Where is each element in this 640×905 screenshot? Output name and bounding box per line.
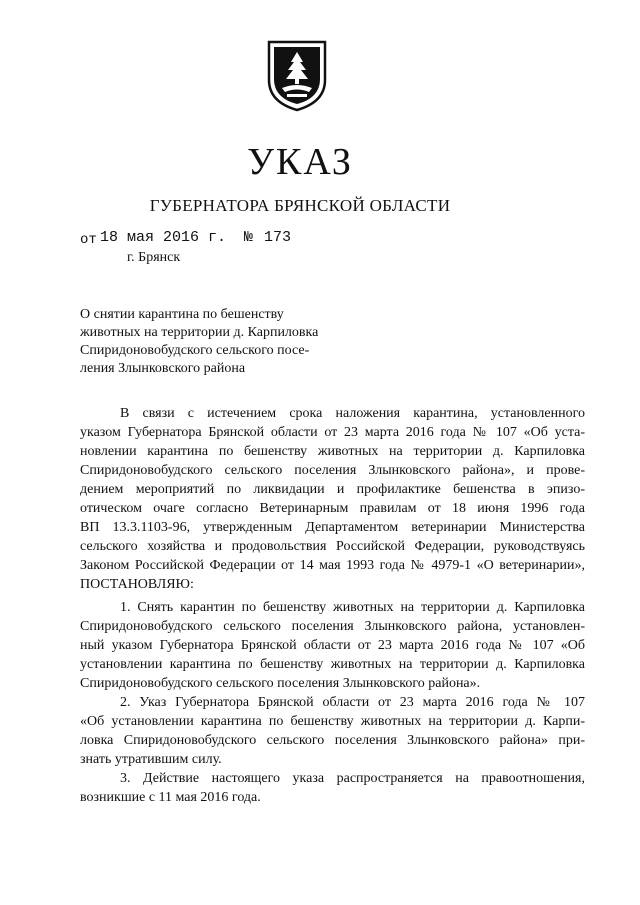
text-line: ный указом Губернатора Брянской области от 23 марта 2016 года № 107 «Об	[80, 638, 585, 653]
text-line: 2. Указ Губернатора Брянской области от 23 марта 2016 года № 107	[120, 695, 585, 710]
document-place: г. Брянск	[127, 250, 181, 265]
document-subtitle: ГУБЕРНАТОРА БРЯНСКОЙ ОБЛАСТИ	[149, 196, 451, 215]
item-3-paragraph	[80, 769, 585, 807]
subject-line: Спиридоновобудского сельского посе-	[80, 343, 310, 358]
text-line: Законом Российской Федерации от 14 мая 1993 года № 4979-1 «О ветеринарии»,	[80, 558, 585, 573]
text-line: В связи с истечением срока наложения карантина, установленного	[120, 406, 585, 421]
text-line: ловка Спиридоновобудского сельского поселения Злынковского района» при-	[80, 733, 585, 748]
text-line: новлении карантина по бешенству животных на территории д. Карпиловка	[80, 444, 585, 459]
text-line: возникшие с 11 мая 2016 года.	[80, 790, 261, 805]
subject-line: О снятии карантина по бешенству	[80, 307, 284, 322]
text-line: Спиридоновобудского сельского поселения Злынковского района, установлен-	[80, 619, 585, 634]
subject-line: животных на территории д. Карпиловка	[80, 325, 319, 340]
text-line: «Об установлении карантина по бешенству животных на территории д. Карпи-	[80, 714, 585, 729]
text-line: Спиридоновобудского сельского поселения Злынковского района».	[80, 676, 481, 691]
preamble-paragraph	[80, 404, 585, 594]
text-line: отическом очаге согласно Ветеринарным правилам от 18 июня 1996 года	[80, 501, 585, 516]
text-line: указом Губернатора Брянской области от 23 марта 2016 года № 107 «Об уста-	[80, 425, 585, 440]
text-line: сельского хозяйства и продовольствия Российской Федерации, руководствуясь	[80, 539, 585, 554]
number-prefix: №	[244, 229, 254, 246]
text-line: Спиридоновобудского сельского поселения Злынковского района», и прове-	[80, 463, 585, 478]
text-line: 3. Действие настоящего указа распространяется на правоотношения,	[120, 771, 585, 786]
text-line: ПОСТАНОВЛЯЮ:	[80, 577, 194, 592]
document-number: 173	[264, 229, 292, 246]
coat-of-arms-icon	[265, 38, 329, 112]
text-line: установлении карантина по бешенству животных на территории д. Карпиловка	[80, 657, 585, 672]
text-line: 1. Снять карантин по бешенству животных на территории д. Карпиловка	[120, 600, 585, 615]
text-line: дением мероприятий по ликвидации и профилактике бешенства в эпизо-	[80, 482, 585, 497]
document-title: УКАЗ	[247, 141, 353, 183]
text-line: знать утратившим силу.	[80, 752, 222, 767]
item-2-paragraph	[80, 693, 585, 769]
subject-line: ления Злынковского района	[80, 361, 246, 376]
date-prefix: от	[80, 232, 97, 248]
document-date: 18 мая 2016 г.	[100, 229, 227, 246]
text-line: ВП 13.3.1103-96, утвержденным Департаментом ветеринарии Министерства	[80, 520, 585, 535]
item-1-paragraph	[80, 598, 585, 693]
document-subject	[80, 306, 352, 378]
